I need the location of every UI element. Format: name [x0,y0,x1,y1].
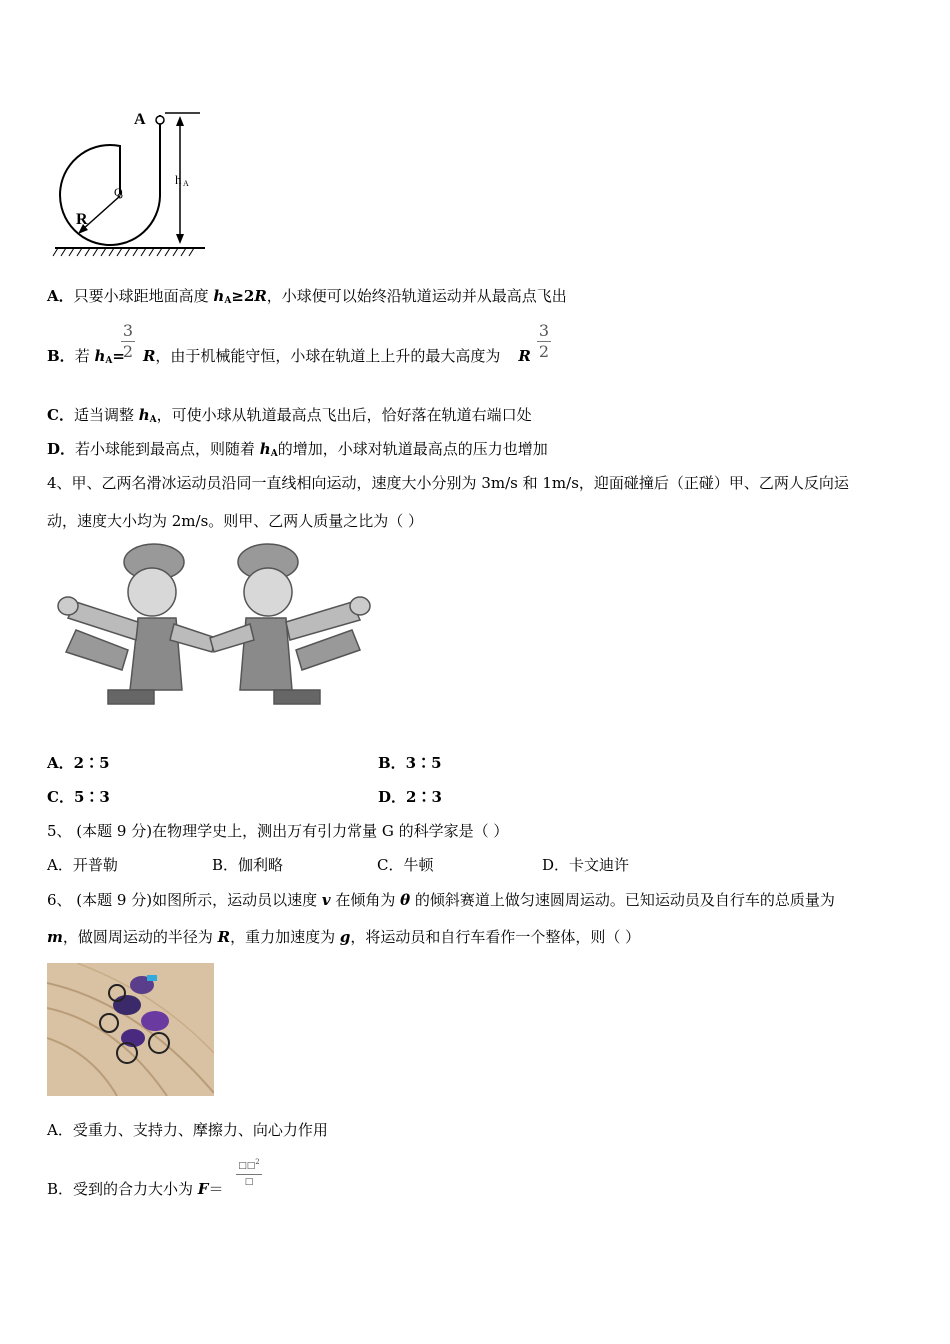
label-h: h [175,172,182,187]
q5-option-c: C．牛顿 [377,856,434,874]
fraction-3-2-first: 3 2 [122,321,134,361]
loop-track-figure [50,100,210,260]
q6-fraction: □□$^2$ □ [236,1157,262,1188]
q3-option-b: B．若 $h_A= R$，由于机械能守恒，小球在轨道上上升的最大高度为 R [47,347,531,366]
skaters-drawing [46,540,382,722]
q5-option-a: A．开普勒 [47,856,118,874]
q4-stem-line1: 4、甲、乙两名滑冰运动员沿同一直线相向运动，速度大小分别为 3m/s 和 1m/s，迎面碰撞后（正碰）甲、乙两人反向运 [47,474,849,492]
q3-option-c: C．适当调整 $h_A$，可使小球从轨道最高点飞出后，恰好落在轨道右端口处 [47,406,532,425]
q5-option-d: D．卡文迪许 [542,856,630,874]
q6-option-a: A．受重力、支持力、摩擦力、向心力作用 [47,1121,328,1139]
q4-option-d: D．2∶3 [378,788,442,806]
skaters-illustration [46,540,382,722]
q4-option-c: C．5∶3 [47,788,110,806]
cycling-track-photo [47,963,214,1096]
label-h-sub: A [183,179,189,188]
q4-stem-line2: 动，速度大小均为 2m/s。则甲、乙两人质量之比为（ ） [47,512,424,530]
q6-stem-line1: 6、 (本题 9 分)如图所示，运动员以速度 v 在倾角为 θ 的倾斜赛道上做匀速圆周运动。已知运动员及自行车的总质量为 [47,891,835,909]
q6-option-b: B．受到的合力大小为 F＝ [47,1180,224,1198]
q5-option-b: B．伽利略 [212,856,284,874]
label-A: A [134,111,146,128]
label-O: O [114,185,123,199]
q3-option-d: D．若小球能到最高点，则随着 $h_A$的增加，小球对轨道最高点的压力也增加 [47,440,548,459]
q3-option-a: A．只要小球距地面高度 $h_A\ge 2R$，小球便可以始终沿轨道运动并从最高点飞出 [47,287,567,306]
q4-option-a: A．2∶5 [47,754,110,772]
loop-track-diagram [50,100,210,260]
q6-stem-line2: m，做圆周运动的半径为 R，重力加速度为 g，将运动员和自行车看作一个整体，则（ ） [47,928,641,946]
label-R: R [76,211,88,228]
cycling-track-drawing [47,963,214,1096]
q5-stem: 5、 (本题 9 分)在物理学史上，测出万有引力常量 G 的科学家是（ ） [47,822,509,840]
q4-option-b: B．3∶5 [378,754,442,772]
fraction-3-2-second: 3 2 [538,321,550,361]
